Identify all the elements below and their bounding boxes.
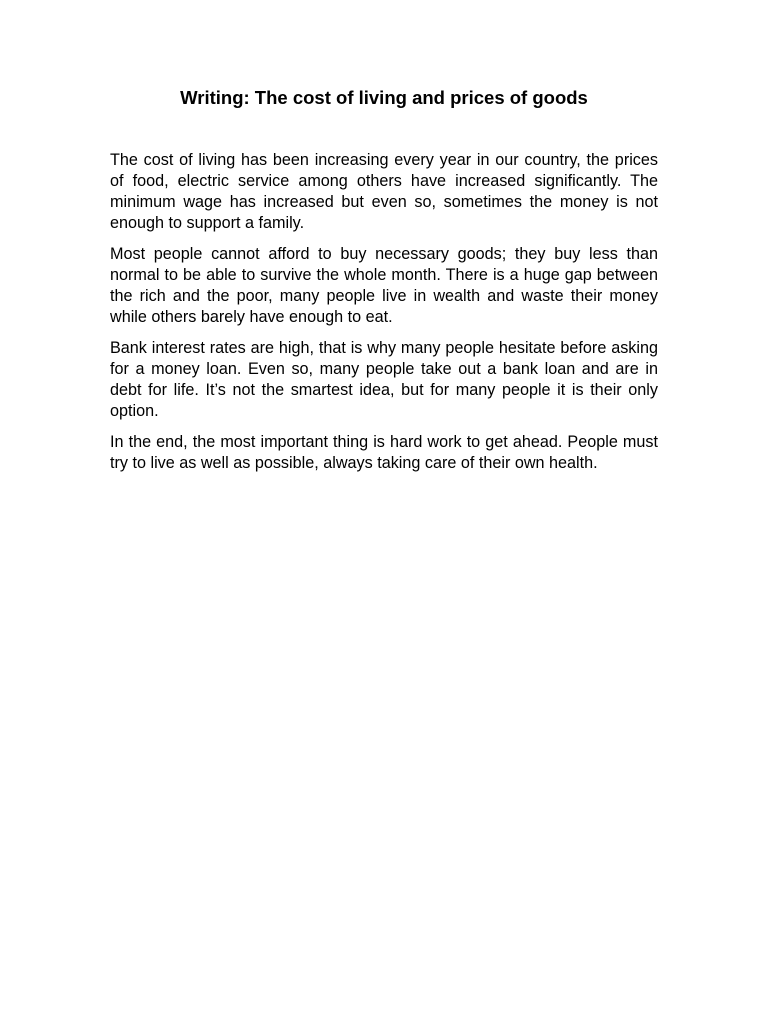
document-title: Writing: The cost of living and prices of goods bbox=[180, 87, 588, 108]
document-body bbox=[110, 150, 658, 484]
paragraph-4: In the end, the most important thing is hard work to get ahead. People must try to live as well as possible, always taking care of their own health. bbox=[110, 433, 658, 472]
paragraph-3: Bank interest rates are high, that is why many people hesitate before asking for a money loan. Even so, many people take out a bank loan and are in debt for life. It’s not the smartest idea, but for many people it is their only option. bbox=[110, 339, 658, 420]
paragraph-2: Most people cannot afford to buy necessary goods; they buy less than normal to be able to survive the whole month. There is a huge gap between the rich and the poor, many people live in wealth and waste their money while others barely have enough to eat. bbox=[110, 245, 658, 326]
paragraph-1: The cost of living has been increasing every year in our country, the prices of food, electric service among others have increased significantly. The minimum wage has increased but even so, sometimes the money is not enough to support a family. bbox=[110, 151, 658, 232]
